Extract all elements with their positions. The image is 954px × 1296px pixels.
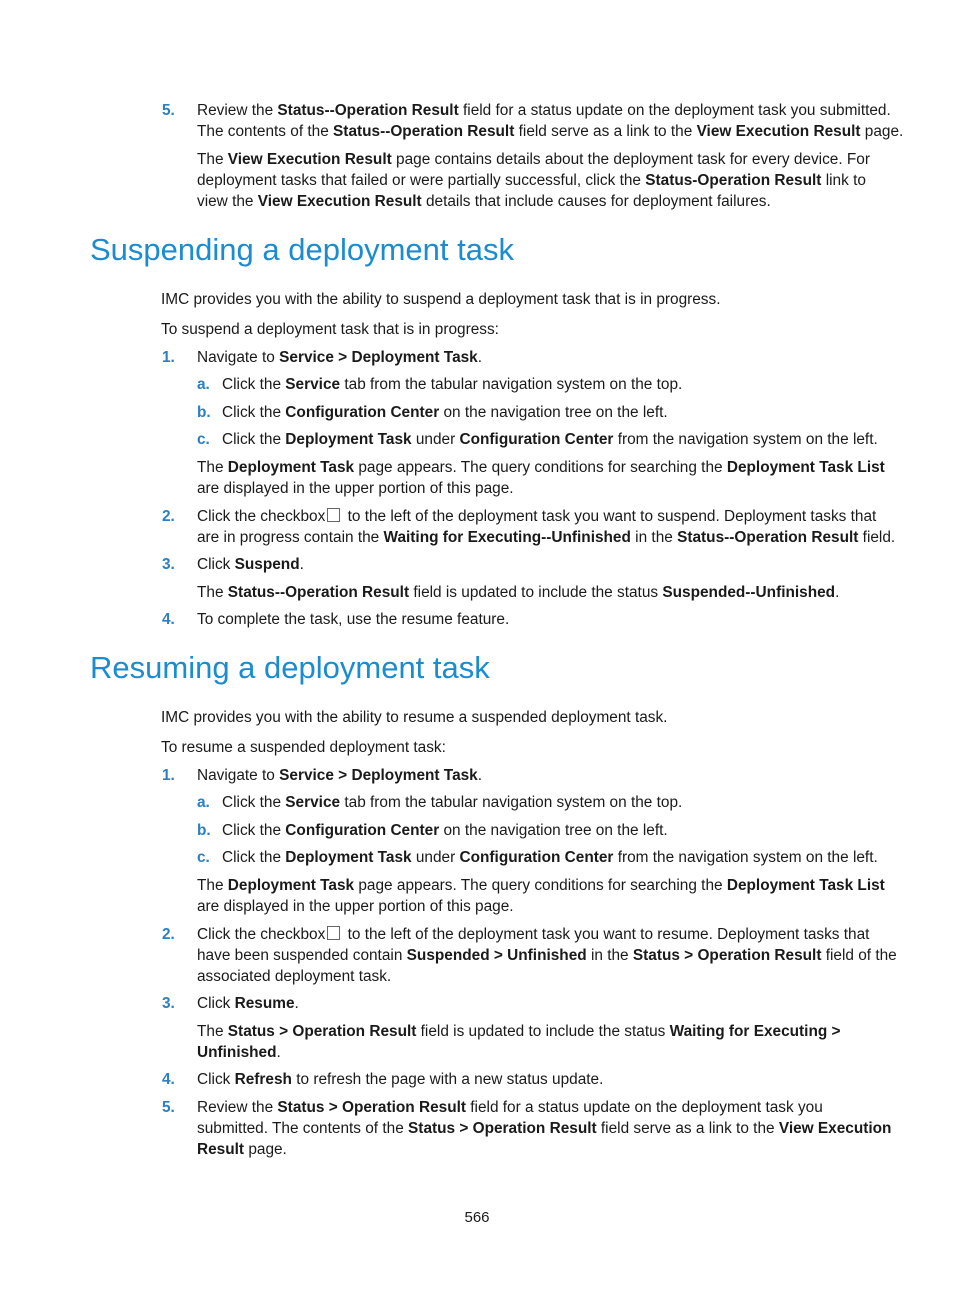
step-number: 5. (162, 1099, 175, 1116)
paragraph: The Deployment Task page appears. The query conditions for searching the Deployment Task List (197, 877, 885, 894)
step-number: 4. (162, 1071, 175, 1088)
section-heading-resuming: Resuming a deployment task (90, 650, 490, 685)
step-text: Click the checkbox to the left of the deployment task you want to suspend. Deployment tasks that (197, 508, 877, 525)
substep-text: Click the Service tab from the tabular navigation system on the top. (222, 376, 683, 393)
paragraph: are displayed in the upper portion of this page. (197, 480, 514, 497)
lead-paragraph: To resume a suspended deployment task: (161, 739, 446, 756)
step-number: 1. (162, 349, 175, 366)
substep-text: Click the Deployment Task under Configuration Center from the navigation system on the left. (222, 849, 878, 866)
checkbox-icon (327, 508, 340, 522)
step-text: Result page. (197, 1141, 287, 1158)
substep-text: Click the Configuration Center on the navigation tree on the left. (222, 822, 668, 839)
step-text: The contents of the Status--Operation Result field serve as a link to the View Execution Result page. (197, 123, 904, 140)
page-number: 566 (464, 1209, 490, 1226)
step-text: submitted. The contents of the Status > Operation Result field serve as a link to the View Execution (197, 1120, 892, 1137)
step-number: 3. (162, 995, 175, 1012)
substep-text: Click the Service tab from the tabular navigation system on the top. (222, 794, 683, 811)
step-number: 5. (162, 102, 175, 119)
step-text: Navigate to Service > Deployment Task. (197, 767, 483, 784)
paragraph: The Status > Operation Result field is updated to include the status Waiting for Executing > (197, 1023, 841, 1040)
checkbox-icon (327, 926, 340, 940)
lead-paragraph: To suspend a deployment task that is in progress: (161, 321, 499, 338)
step-text: have been suspended contain Suspended > Unfinished in the Status > Operation Result field of the (197, 947, 897, 964)
paragraph: view the View Execution Result details that include causes for deployment failures. (197, 193, 771, 210)
step-text: Review the Status--Operation Result field for a status update on the deployment task you submitted. (197, 102, 891, 119)
intro-paragraph: IMC provides you with the ability to suspend a deployment task that is in progress. (161, 291, 721, 308)
substep-letter: c. (197, 431, 210, 448)
paragraph: The Deployment Task page appears. The query conditions for searching the Deployment Task List (197, 459, 885, 476)
substep-letter: b. (197, 822, 211, 839)
substep-letter: a. (197, 376, 210, 393)
step-text: Click Resume. (197, 995, 299, 1012)
step-number: 2. (162, 508, 175, 525)
step-number: 2. (162, 926, 175, 943)
step-number: 4. (162, 611, 175, 628)
substep-text: Click the Deployment Task under Configuration Center from the navigation system on the left. (222, 431, 878, 448)
paragraph: Unfinished. (197, 1044, 281, 1061)
substep-text: Click the Configuration Center on the navigation tree on the left. (222, 404, 668, 421)
step-text: Click Suspend. (197, 556, 304, 573)
step-text: Review the Status > Operation Result field for a status update on the deployment task you (197, 1099, 823, 1116)
paragraph: deployment tasks that failed or were partially successful, click the Status-Operation Result link to (197, 172, 866, 189)
substep-letter: b. (197, 404, 211, 421)
substep-letter: c. (197, 849, 210, 866)
step-number: 1. (162, 767, 175, 784)
paragraph: The View Execution Result page contains details about the deployment task for every device. For (197, 151, 870, 168)
step-text: are in progress contain the Waiting for Executing--Unfinished in the Status--Operation Result field. (197, 529, 896, 546)
step-number: 3. (162, 556, 175, 573)
step-text: Click the checkbox to the left of the deployment task you want to resume. Deployment tasks that (197, 926, 870, 943)
step-text: To complete the task, use the resume feature. (197, 611, 510, 628)
step-text: Navigate to Service > Deployment Task. (197, 349, 483, 366)
substep-letter: a. (197, 794, 210, 811)
step-text: Click Refresh to refresh the page with a new status update. (197, 1071, 604, 1088)
paragraph: are displayed in the upper portion of this page. (197, 898, 514, 915)
section-heading-suspending: Suspending a deployment task (90, 232, 514, 267)
step-text: associated deployment task. (197, 968, 392, 985)
paragraph: The Status--Operation Result field is updated to include the status Suspended--Unfinished. (197, 584, 840, 601)
intro-paragraph: IMC provides you with the ability to resume a suspended deployment task. (161, 709, 668, 726)
